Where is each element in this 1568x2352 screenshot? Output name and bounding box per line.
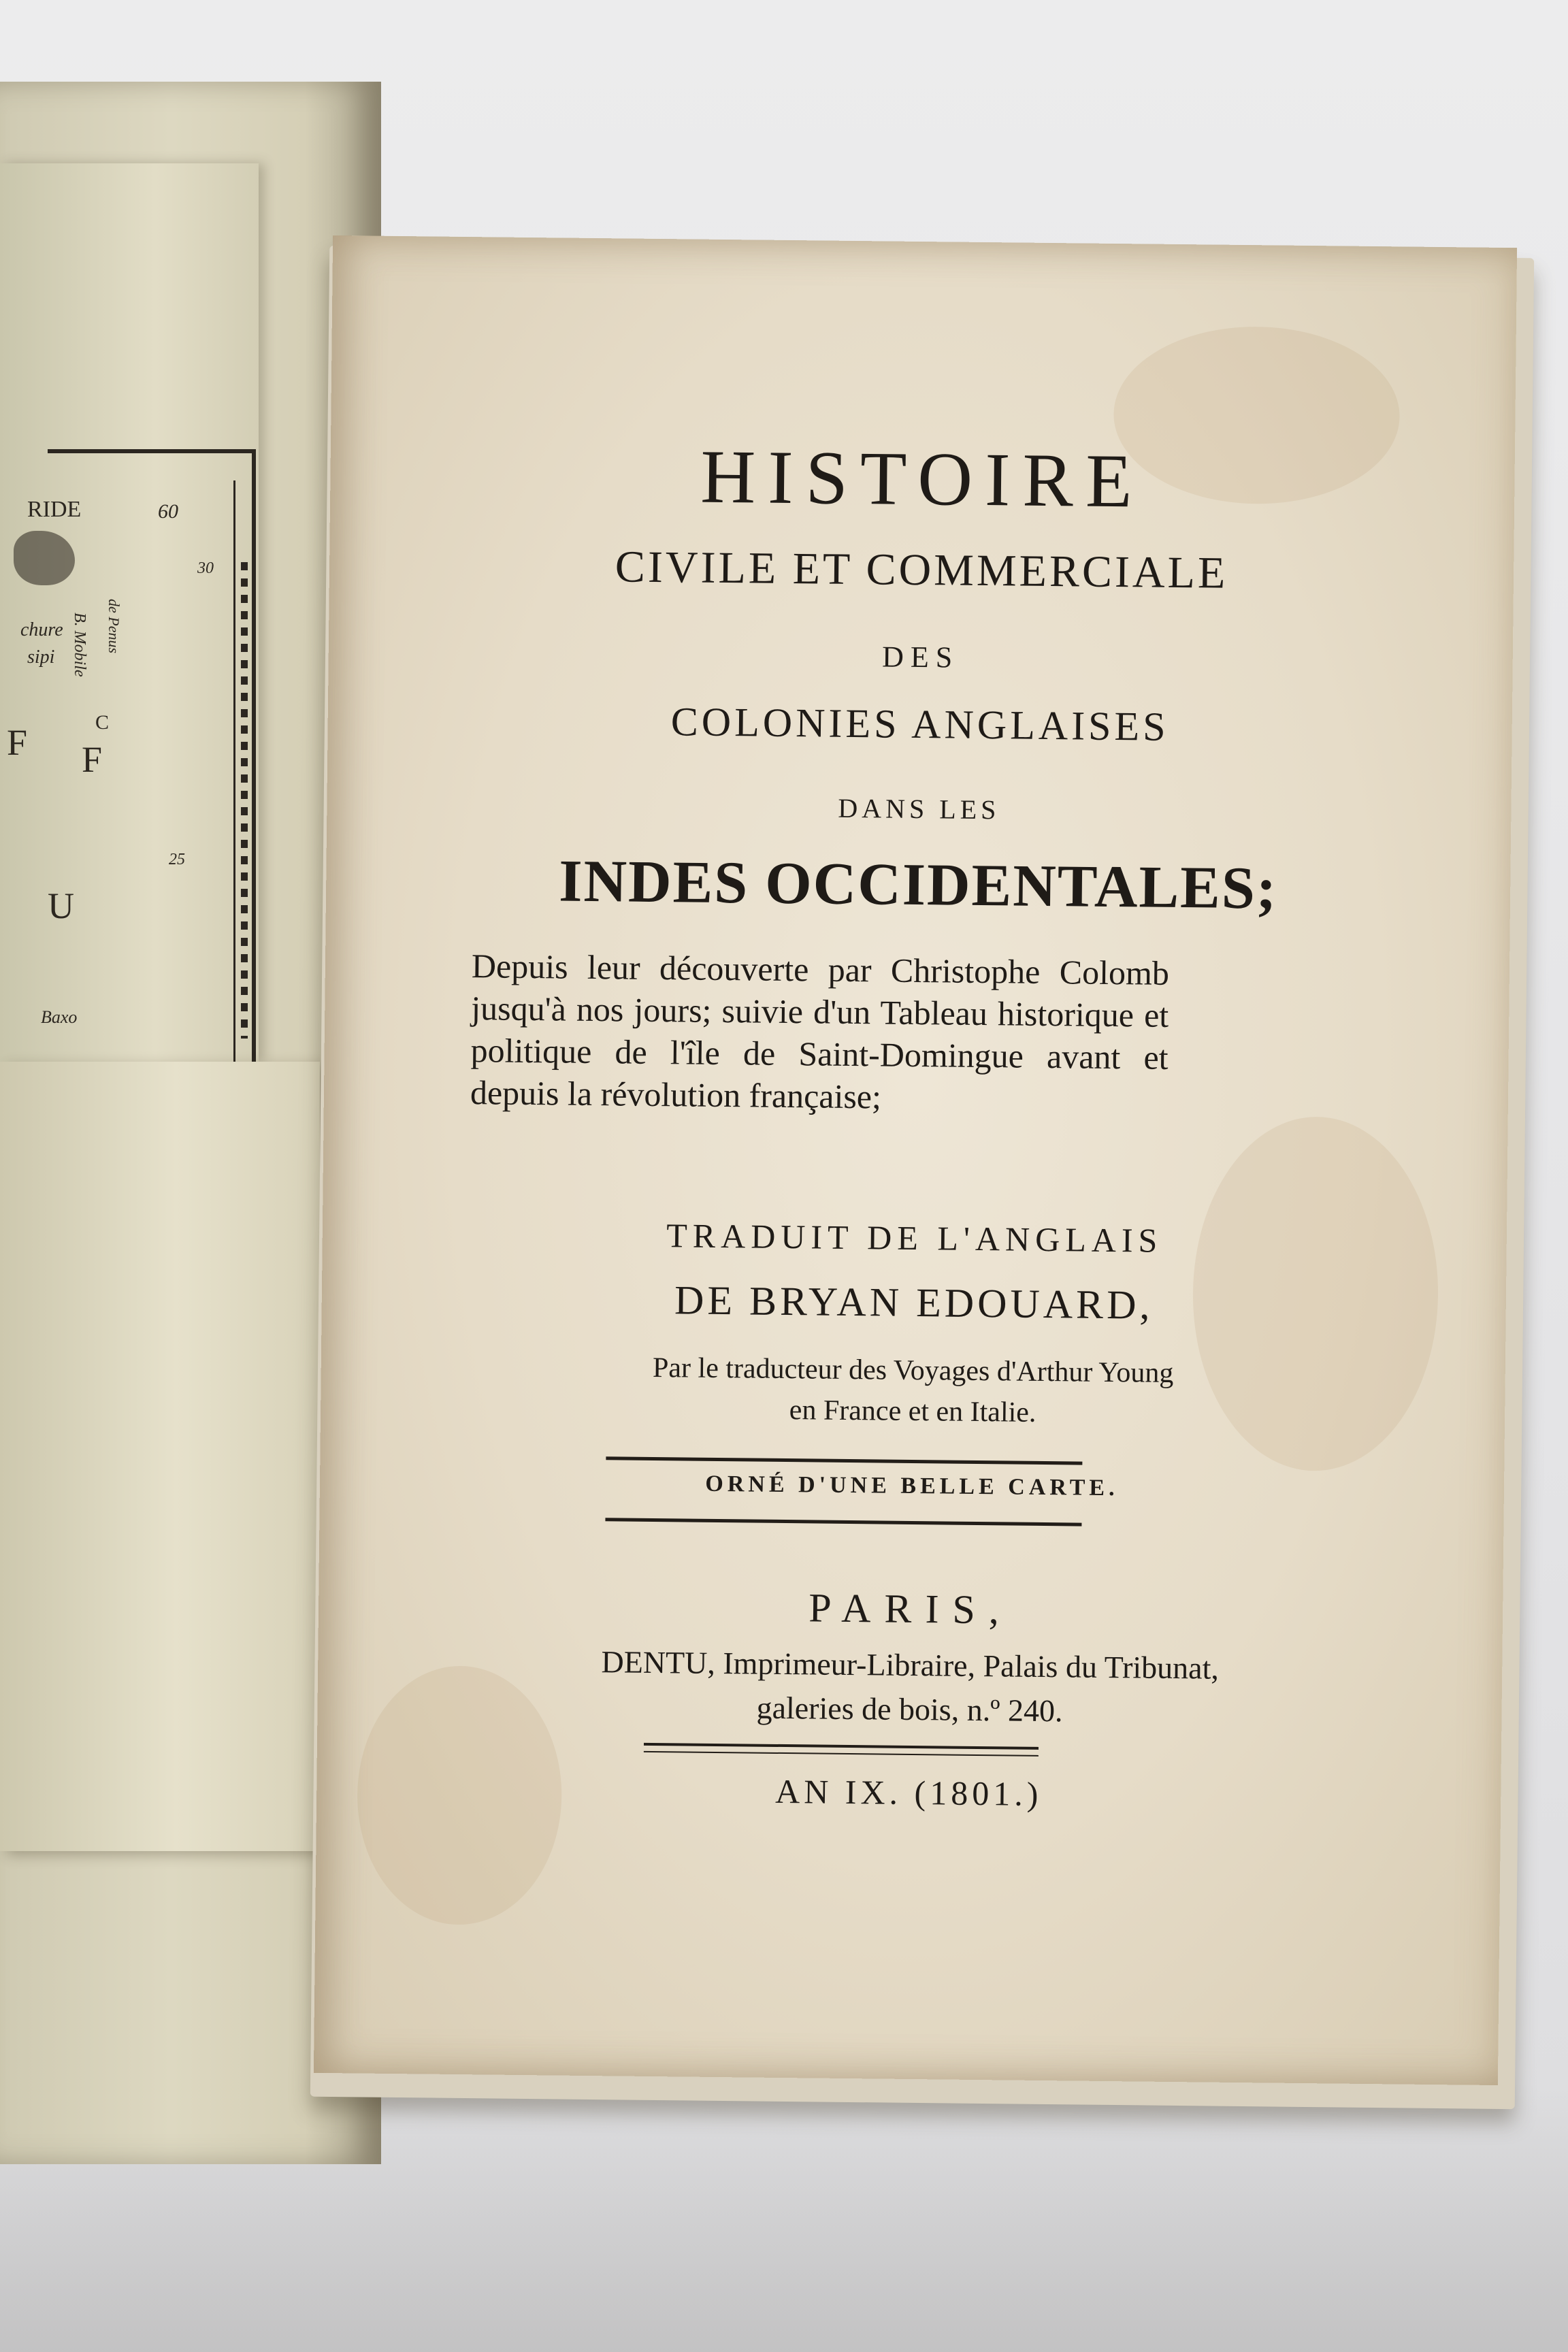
map-label: Baxo <box>41 1007 78 1027</box>
map-label: U <box>48 885 76 926</box>
translator-line-2: en France et en Italie. <box>789 1394 1036 1428</box>
folded-map-lower <box>0 1062 320 1851</box>
book-title: HISTOIRE <box>700 434 1145 524</box>
map-label: B. Mobile <box>71 612 88 677</box>
map-label: F <box>7 722 29 763</box>
translator-line: Par le traducteur des Voyages d'Arthur Young <box>652 1352 1174 1389</box>
rule-top <box>606 1456 1082 1465</box>
imprint-city: PARIS, <box>808 1585 1013 1633</box>
map-label: sipi <box>27 647 55 668</box>
map-label: 60 <box>158 500 178 523</box>
map-label: RIDE <box>27 497 82 522</box>
description-paragraph: Depuis leur découverte par Christophe Colomb jusqu'à nos jours; suivie d'un Tableau historique et politique de l'île de Saint-Domingue avant et depuis la révolution française; <box>470 947 1170 1116</box>
map-label: 30 <box>197 559 214 577</box>
map-scale-bar <box>241 562 248 1039</box>
double-rule-upper <box>644 1743 1039 1750</box>
map-label: chure <box>20 619 63 640</box>
ornament-line: ORNÉ D'UNE BELLE CARTE. <box>705 1471 1119 1501</box>
imprint-address: galeries de bois, n.º 240. <box>756 1690 1063 1729</box>
subtitle-civile: CIVILE ET COMMERCIALE <box>615 542 1228 598</box>
map-label: 25 <box>169 851 185 868</box>
map-label: de Penus <box>105 599 122 654</box>
imprint-publisher: DENTU, Imprimeur-Libraire, Palais du Tribunat, <box>601 1644 1220 1686</box>
map-frame <box>48 449 256 1070</box>
map-label: C <box>95 711 110 734</box>
rule-bottom <box>605 1518 1081 1526</box>
imprint-date: AN IX. (1801.) <box>774 1771 1043 1814</box>
title-page <box>314 235 1517 2085</box>
subtitle-indes: INDES OCCIDENTALES; <box>558 848 1278 922</box>
subtitle-des: DES <box>881 640 960 674</box>
subtitle-colonies: COLONIES ANGLAISES <box>670 699 1169 749</box>
double-rule-lower <box>644 1751 1039 1757</box>
translated-line: TRADUIT DE L'ANGLAIS <box>666 1216 1163 1260</box>
subtitle-dans-les: DANS LES <box>838 792 1000 826</box>
author-line: DE BRYAN EDOUARD, <box>674 1277 1154 1328</box>
map-label: F <box>82 739 104 780</box>
